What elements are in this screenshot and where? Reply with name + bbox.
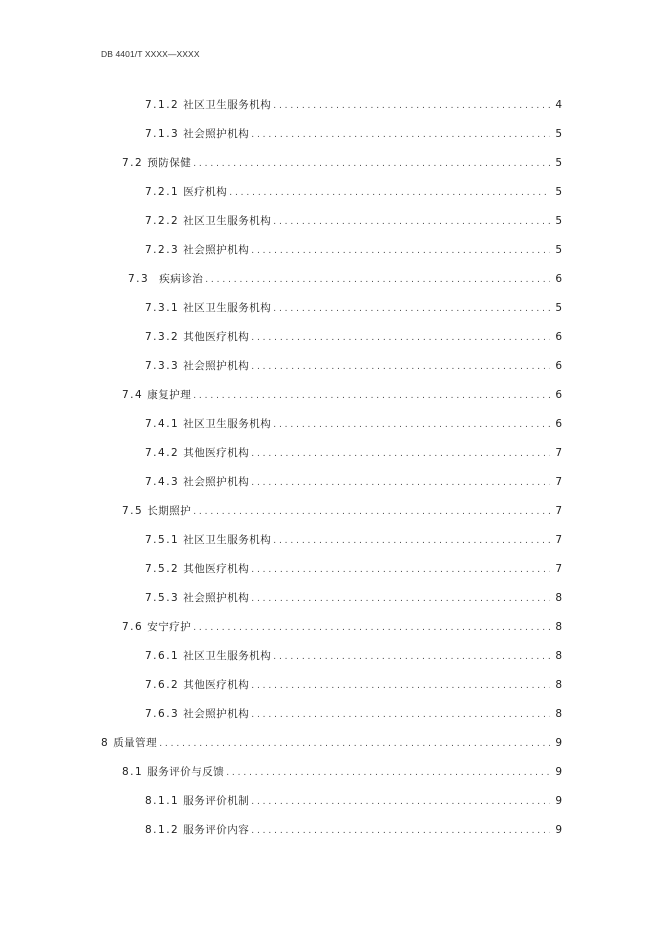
toc-entry[interactable] — [101, 735, 562, 751]
toc-entry-number: 7.5 — [122, 505, 144, 517]
toc-entry-page-number: 6 — [555, 389, 562, 401]
toc-entry[interactable] — [145, 300, 562, 316]
document-code-header: DB 4401/T XXXX—XXXX — [101, 49, 200, 59]
toc-dot-leader — [273, 214, 550, 230]
toc-entry-page-number: 7 — [555, 476, 562, 488]
toc-entry[interactable] — [145, 561, 562, 577]
toc-entry-number: 7.1.2 — [145, 99, 180, 111]
toc-dot-leader — [193, 156, 550, 172]
toc-dot-leader — [273, 301, 550, 317]
toc-entry-number: 7.2 — [122, 157, 144, 169]
toc-entry-title: 服务评价机制 — [183, 795, 250, 807]
toc-dot-leader — [251, 359, 550, 375]
toc-entry-page-number: 4 — [555, 99, 562, 111]
toc-entry-page-number: 8 — [555, 621, 562, 633]
toc-dot-leader — [193, 388, 550, 404]
toc-entry-page-number: 5 — [555, 244, 562, 256]
toc-entry[interactable] — [122, 503, 562, 519]
toc-entry-title: 社会照护机构 — [183, 592, 250, 604]
toc-entry-page-number: 7 — [555, 505, 562, 517]
toc-dot-leader — [251, 707, 550, 723]
toc-entry-page-number: 8 — [555, 708, 562, 720]
toc-entry-number: 7.5.2 — [145, 563, 180, 575]
toc-dot-leader — [251, 446, 550, 462]
toc-entry-number: 7.6.1 — [145, 650, 180, 662]
toc-entry[interactable] — [122, 619, 562, 635]
toc-dot-leader — [229, 185, 550, 201]
toc-entry-number: 8.1.2 — [145, 824, 180, 836]
toc-entry-page-number: 5 — [555, 186, 562, 198]
toc-dot-leader — [251, 562, 550, 578]
toc-dot-leader — [193, 504, 550, 520]
toc-entry[interactable] — [145, 474, 562, 490]
toc-entry-number: 7.3.3 — [145, 360, 180, 372]
toc-entry-page-number: 5 — [555, 157, 562, 169]
toc-entry[interactable] — [128, 271, 562, 287]
toc-entry-number: 7.4.3 — [145, 476, 180, 488]
toc-entry[interactable] — [145, 532, 562, 548]
toc-entry-page-number: 6 — [555, 418, 562, 430]
toc-entry-page-number: 8 — [555, 592, 562, 604]
toc-entry-title: 社区卫生服务机构 — [183, 302, 272, 314]
toc-entry[interactable] — [122, 155, 562, 171]
toc-entry-title: 社区卫生服务机构 — [183, 418, 272, 430]
toc-entry-title: 其他医疗机构 — [183, 331, 250, 343]
toc-entry-number: 7.6.2 — [145, 679, 180, 691]
toc-entry[interactable] — [145, 677, 562, 693]
toc-entry-number: 7.5.3 — [145, 592, 180, 604]
toc-entry[interactable] — [145, 706, 562, 722]
toc-entry[interactable] — [122, 764, 562, 780]
toc-entry-title: 其他医疗机构 — [183, 679, 250, 691]
toc-entry[interactable] — [145, 184, 562, 200]
toc-entry[interactable] — [145, 793, 562, 809]
toc-entry-page-number: 7 — [555, 563, 562, 575]
toc-dot-leader — [273, 533, 550, 549]
toc-entry-number: 7.4 — [122, 389, 144, 401]
toc-dot-leader — [251, 330, 550, 346]
toc-entry-title: 社区卫生服务机构 — [183, 215, 272, 227]
toc-entry[interactable] — [145, 822, 562, 838]
toc-dot-leader — [273, 649, 550, 665]
toc-dot-leader — [273, 98, 550, 114]
toc-entry-title: 社会照护机构 — [183, 476, 250, 488]
toc-entry-page-number: 9 — [555, 766, 562, 778]
toc-entry-number: 7.2.2 — [145, 215, 180, 227]
toc-entry-title: 社会照护机构 — [183, 128, 250, 140]
toc-dot-leader — [226, 765, 550, 781]
toc-dot-leader — [251, 127, 550, 143]
toc-entry[interactable] — [145, 358, 562, 374]
toc-entry-title: 服务评价内容 — [183, 824, 250, 836]
toc-entry-number: 7.4.2 — [145, 447, 180, 459]
toc-entry-page-number: 7 — [555, 534, 562, 546]
toc-entry-page-number: 8 — [555, 679, 562, 691]
toc-entry-page-number: 8 — [555, 650, 562, 662]
toc-entry-number: 7.3.1 — [145, 302, 180, 314]
toc-entry-page-number: 5 — [555, 128, 562, 140]
toc-entry-title: 社区卫生服务机构 — [183, 650, 272, 662]
toc-dot-leader — [193, 620, 550, 636]
toc-dot-leader — [251, 794, 550, 810]
toc-entry[interactable] — [145, 213, 562, 229]
toc-entry-number: 7.2.1 — [145, 186, 180, 198]
toc-entry-page-number: 6 — [555, 360, 562, 372]
toc-entry-title: 医疗机构 — [183, 186, 228, 198]
toc-entry-number: 7.3.2 — [145, 331, 180, 343]
toc-dot-leader — [251, 823, 550, 839]
toc-entry-page-number: 9 — [555, 795, 562, 807]
toc-entry-number: 7.4.1 — [145, 418, 180, 430]
toc-dot-leader — [273, 417, 550, 433]
toc-entry-title: 社会照护机构 — [183, 708, 250, 720]
toc-dot-leader — [251, 591, 550, 607]
toc-entry-page-number: 5 — [555, 302, 562, 314]
toc-entry-title: 社会照护机构 — [183, 244, 250, 256]
toc-entry[interactable] — [145, 329, 562, 345]
toc-entry-title: 其他医疗机构 — [183, 563, 250, 575]
toc-entry-title: 社区卫生服务机构 — [183, 534, 272, 546]
toc-entry[interactable] — [145, 97, 562, 113]
toc-entry-title: 社区卫生服务机构 — [183, 99, 272, 111]
toc-entry-number: 7.6.3 — [145, 708, 180, 720]
toc-dot-leader — [251, 678, 550, 694]
toc-entry-number: 7.6 — [122, 621, 144, 633]
toc-entry-number: 8.1.1 — [145, 795, 180, 807]
toc-dot-leader — [205, 272, 550, 288]
toc-entry-page-number: 6 — [555, 331, 562, 343]
toc-entry[interactable] — [145, 590, 562, 606]
toc-entry-title: 安宁疗护 — [147, 621, 192, 633]
toc-entry-number: 7.5.1 — [145, 534, 180, 546]
toc-dot-leader — [251, 475, 550, 491]
toc-entry[interactable] — [122, 387, 562, 403]
toc-entry[interactable] — [145, 242, 562, 258]
toc-entry-number: 8 — [101, 737, 110, 749]
toc-entry-title: 康复护理 — [147, 389, 192, 401]
toc-entry-page-number: 9 — [555, 737, 562, 749]
toc-entry[interactable] — [145, 648, 562, 664]
toc-entry-number: 7.1.3 — [145, 128, 180, 140]
toc-entry[interactable] — [145, 126, 562, 142]
toc-dot-leader — [251, 243, 550, 259]
toc-entry-title: 其他医疗机构 — [183, 447, 250, 459]
toc-entry-number: 7.2.3 — [145, 244, 180, 256]
toc-entry-title: 服务评价与反馈 — [147, 766, 225, 778]
toc-entry-page-number: 7 — [555, 447, 562, 459]
toc-entry-title: 疾病诊治 — [159, 273, 204, 285]
toc-entry-page-number: 6 — [555, 273, 562, 285]
toc-entry-title: 质量管理 — [113, 737, 158, 749]
toc-entry-title: 长期照护 — [147, 505, 192, 517]
toc-entry-number: 8.1 — [122, 766, 144, 778]
toc-entry-title: 社会照护机构 — [183, 360, 250, 372]
toc-entry[interactable] — [145, 445, 562, 461]
toc-entry-page-number: 5 — [555, 215, 562, 227]
toc-entry-page-number: 9 — [555, 824, 562, 836]
toc-dot-leader — [159, 736, 550, 752]
toc-entry-title: 预防保健 — [147, 157, 192, 169]
toc-entry[interactable] — [145, 416, 562, 432]
toc-entry-number: 7.3 — [128, 273, 150, 285]
